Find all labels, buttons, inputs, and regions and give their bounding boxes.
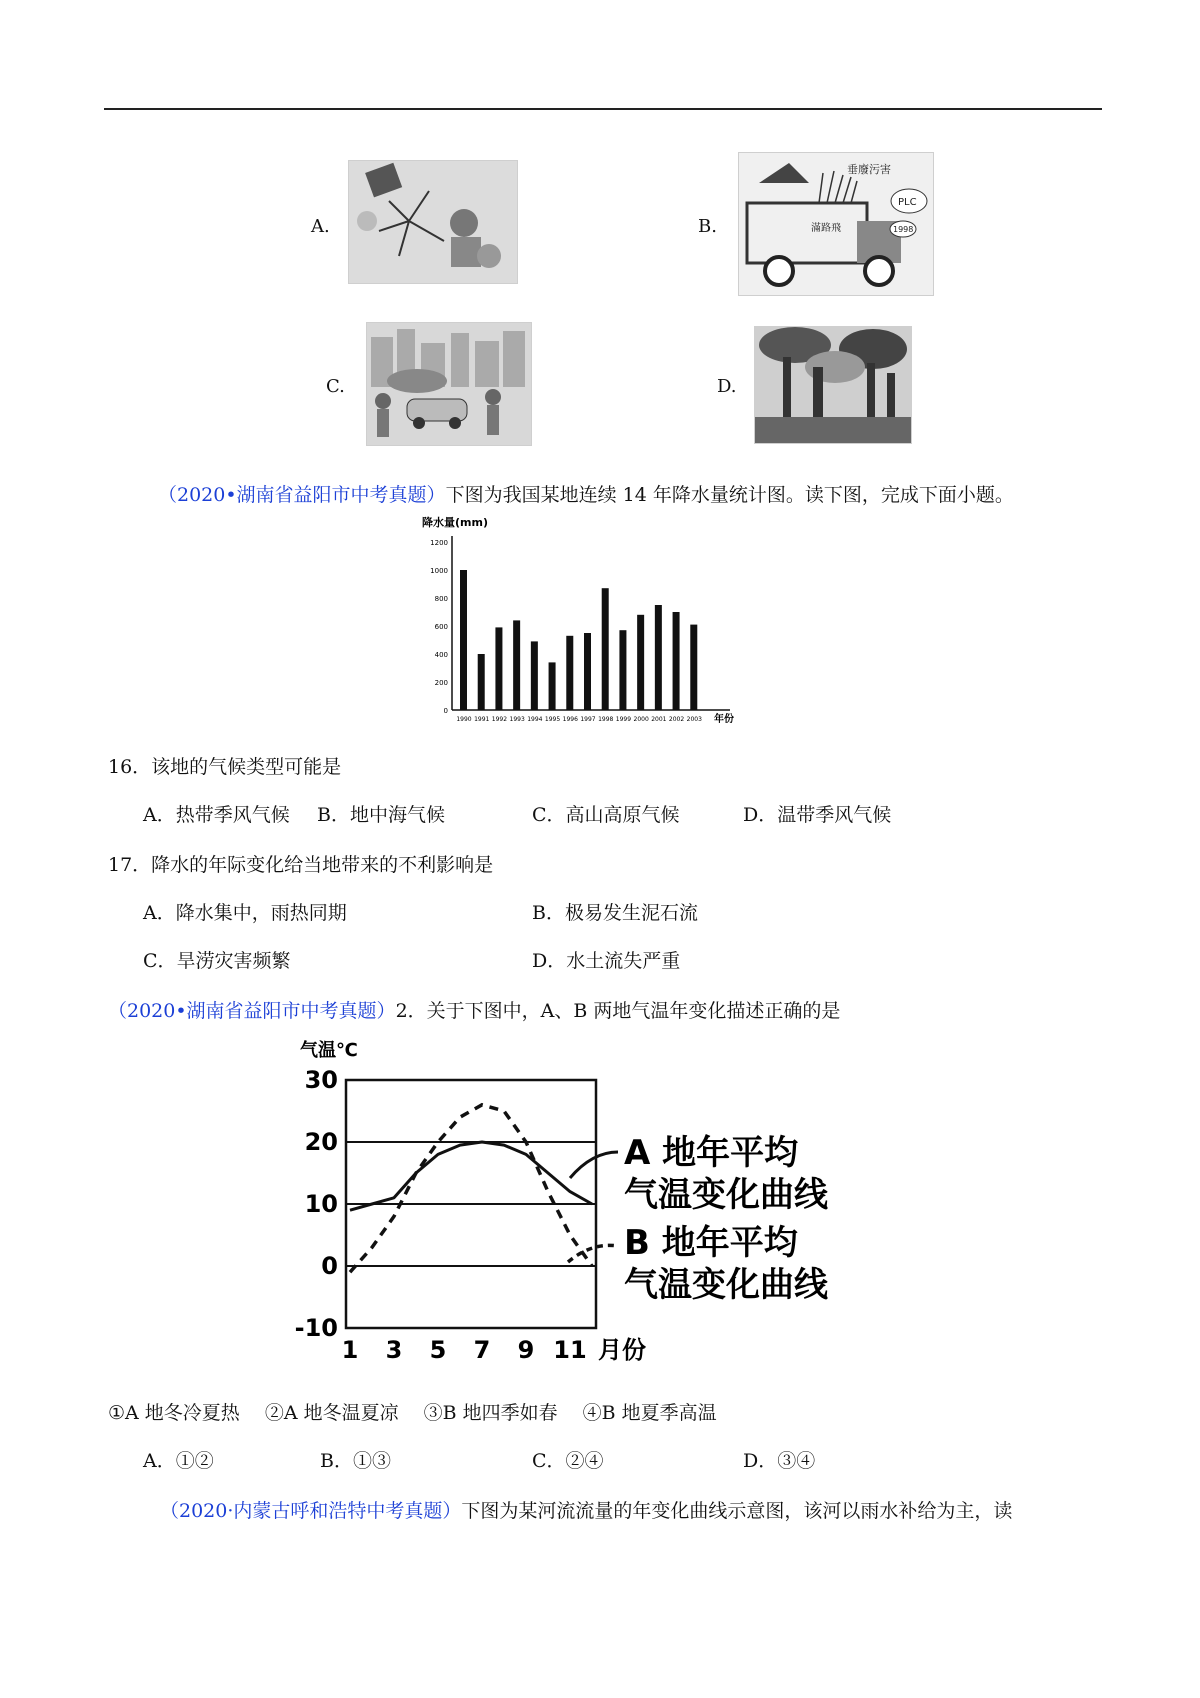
legend-b-label-2: 气温变化曲线	[624, 1265, 828, 1305]
temp-chart-xtick-label: 11	[553, 1336, 587, 1364]
q2-stem: 2．关于下图中，A、B 两地气温年变化描述正确的是	[395, 1000, 841, 1022]
bar-chart-xtick-label: 1998	[598, 716, 614, 723]
precipitation-bar-chart	[420, 512, 780, 730]
bar-1994	[531, 641, 538, 710]
bar-chart-xlabel: 年份	[714, 714, 734, 725]
bar-1995	[549, 662, 556, 710]
option-b-caption-3: PLC	[898, 197, 917, 208]
temp-chart-ylabel: 气温℃	[300, 1040, 358, 1061]
q17-option-a[interactable]: A．降水集中，雨热同期	[143, 902, 347, 924]
option-a-label: A.	[311, 216, 330, 237]
temp-chart-ytick-label: 30	[304, 1066, 338, 1094]
bar-chart-ytick-label: 0	[443, 707, 448, 715]
option-c-label: C.	[326, 376, 345, 397]
bar-1997	[584, 633, 591, 710]
temp-chart-ytick-label: 0	[321, 1252, 338, 1280]
option-b-label: B.	[698, 216, 717, 237]
legend-a-label-1: A 地年平均	[624, 1133, 799, 1173]
q16-option-c[interactable]: C．高山高原气候	[532, 804, 680, 826]
bar-chart-ytick-label: 1200	[430, 539, 448, 547]
bar-chart-xtick-label: 2001	[651, 716, 667, 723]
intro-1-source: （2020•湖南省益阳市中考真题）	[158, 484, 446, 506]
q17-option-c[interactable]: C．旱涝灾害频繁	[143, 950, 291, 972]
bar-2000	[637, 615, 644, 710]
bar-chart-xtick-label: 1999	[615, 716, 632, 723]
bar-1990	[460, 570, 467, 710]
option-b-caption-1: 垂廢污害	[847, 163, 891, 176]
bar-chart-xtick-label: 1992	[491, 716, 508, 723]
option-d-image	[754, 326, 912, 444]
q2-option-b[interactable]: B．①③	[320, 1450, 391, 1472]
bar-chart-xtick-label: 2003	[686, 716, 702, 723]
bar-chart-ytick-label: 1000	[430, 567, 448, 575]
bar-chart-ytick-label: 800	[434, 595, 448, 603]
intro-3-source: （2020·内蒙古呼和浩特中考真题）	[160, 1500, 462, 1522]
q16-option-b[interactable]: B．地中海气候	[317, 804, 445, 826]
q16-option-a[interactable]: A．热带季风气候	[143, 804, 290, 826]
option-a-image	[348, 160, 518, 284]
option-d-label: D.	[717, 376, 737, 397]
legend-b-marker	[568, 1245, 618, 1262]
bar-2003	[690, 625, 697, 710]
q2-option-d[interactable]: D．③④	[743, 1450, 816, 1472]
temperature-line-chart	[294, 1040, 940, 1380]
bar-chart-xtick-label: 2000	[633, 716, 649, 723]
temp-chart-xtick-label: 9	[517, 1336, 535, 1364]
bar-1993	[513, 620, 520, 710]
bar-chart-xtick-label: 1997	[580, 716, 596, 723]
option-c-image	[366, 322, 532, 446]
temp-chart-xlabel: 月份	[598, 1336, 646, 1364]
legend-a-label-2: 气温变化曲线	[624, 1175, 828, 1215]
q17-stem: 17．降水的年际变化给当地带来的不利影响是	[108, 854, 494, 876]
intro-3-text: 下图为某河流流量的年变化曲线示意图，该河以雨水补给为主，读	[461, 1500, 1013, 1522]
bar-chart-xtick-label: 1991	[474, 716, 490, 723]
intro-1	[158, 480, 1014, 507]
bar-chart-xtick-label: 1996	[562, 716, 578, 723]
bar-1998	[602, 588, 609, 710]
intro-1-text: 下图为我国某地连续 14 年降水量统计图。读下图，完成下面小题。	[445, 484, 1014, 506]
bar-chart-xtick-label: 1994	[527, 716, 543, 723]
bar-chart-ylabel: 降水量(mm)	[422, 516, 488, 529]
temp-chart-xtick-label: 7	[473, 1336, 491, 1364]
bar-2001	[655, 605, 662, 710]
bar-1992	[495, 627, 502, 710]
bar-chart-xtick-label: 1995	[544, 716, 561, 723]
temp-chart-xtick-label: 1	[341, 1336, 359, 1364]
q2-option-c[interactable]: C．②④	[532, 1450, 604, 1472]
intro-3	[160, 1496, 1012, 1523]
q2-statements: ①A 地冬冷夏热 ②A 地冬温夏凉 ③B 地四季如春 ④B 地夏季高温	[108, 1402, 717, 1424]
q17-option-d[interactable]: D．水土流失严重	[532, 950, 681, 972]
temp-chart-xtick-label: 5	[429, 1336, 447, 1364]
bar-chart-ytick-label: 600	[434, 623, 448, 631]
q2-source: （2020•湖南省益阳市中考真题）	[108, 1000, 396, 1022]
bar-2002	[673, 612, 680, 710]
q16-stem: 16．该地的气候类型可能是	[108, 756, 342, 778]
temp-chart-ytick-label: 20	[304, 1128, 338, 1156]
bar-chart-ytick-label: 200	[434, 679, 448, 687]
series-b-line	[350, 1105, 592, 1272]
q17-option-b[interactable]: B．极易发生泥石流	[532, 902, 698, 924]
option-b-caption-2: 滿路飛	[811, 223, 841, 234]
q2-option-a[interactable]: A．①②	[143, 1450, 214, 1472]
q16-option-d[interactable]: D．温带季风气候	[743, 804, 892, 826]
legend-a-marker	[570, 1152, 618, 1178]
bar-chart-xtick-label: 2002	[668, 716, 685, 723]
temp-chart-ytick-label: -10	[294, 1314, 338, 1342]
bar-chart-xtick-label: 1993	[509, 716, 525, 723]
bar-1996	[566, 636, 573, 710]
series-a-line	[350, 1142, 592, 1210]
bar-1999	[619, 630, 626, 710]
option-b-image	[738, 152, 934, 296]
bar-1991	[478, 654, 485, 710]
temp-chart-ytick-label: 10	[304, 1190, 338, 1218]
q2-stem-line	[108, 996, 840, 1023]
bar-chart-xtick-label: 1990	[456, 716, 472, 723]
legend-b-label-1: B 地年平均	[624, 1223, 798, 1263]
temp-chart-xtick-label: 3	[385, 1336, 403, 1364]
header-rule	[104, 108, 1102, 110]
bar-chart-ytick-label: 400	[434, 651, 448, 659]
option-b-caption-4: 1998	[893, 225, 914, 234]
